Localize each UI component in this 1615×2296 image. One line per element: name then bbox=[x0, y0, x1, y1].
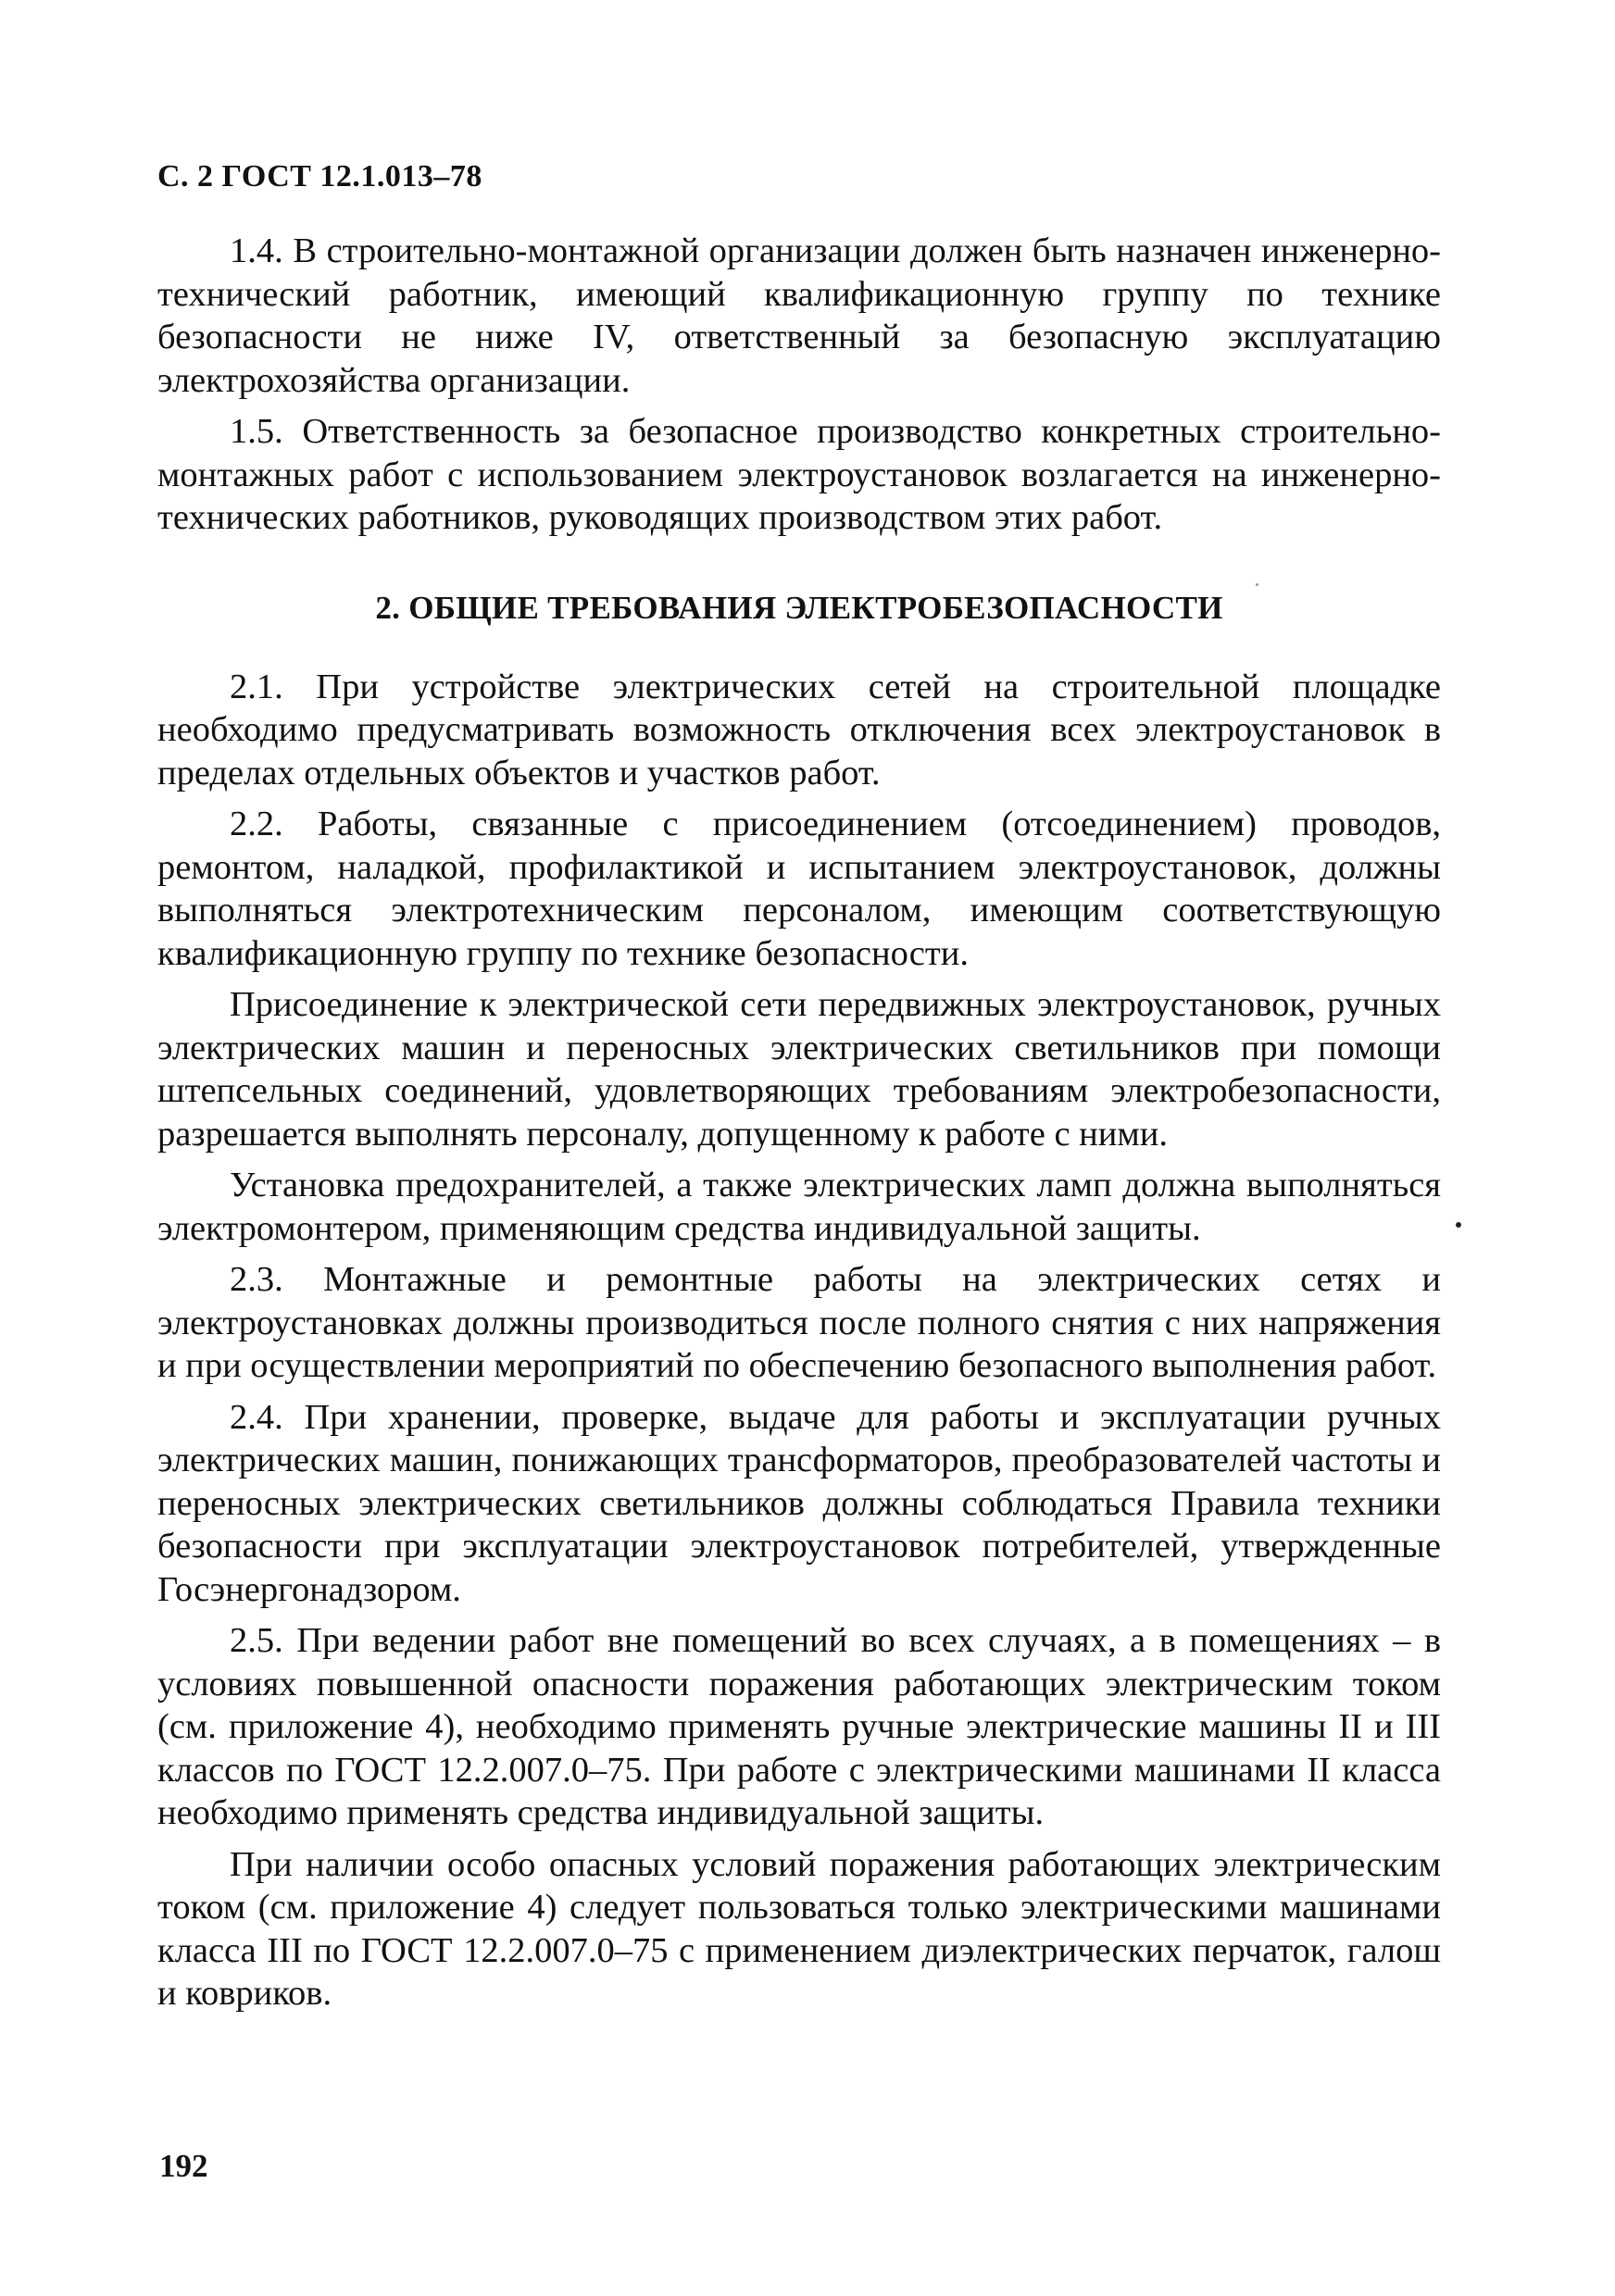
paragraph-2-4: 2.4. При хранении, проверке, выдаче для работы и эксплуатации ручных электрических машин, понижающих трансформаторов, преобразователей частоты и переносных электрических светильников должны соблюдаться Правила техники безопасности при эксплуатации электроустановок потребителей, утвержденные Госэнергонадзором. bbox=[157, 1397, 1441, 1609]
scan-speck bbox=[1456, 1222, 1461, 1228]
paragraph-2-3: 2.3. Монтажные и ремонтные работы на электрических сетях и электроустановках должны производиться после полного снятия с них напряжения и при осуществлении мероприятий по обеспечению безопасного выполнения работ. bbox=[157, 1260, 1441, 1385]
paragraph-2-2: 2.2. Работы, связанные с присоединением (отсоединением) проводов, ремонтом, наладкой, профилактикой и испытанием электроустановок, должны выполняться электротехническим персоналом, имеющим соответствующую квалификационную группу по технике безопасности. bbox=[157, 805, 1441, 973]
paragraph-2-5-special: При наличии особо опасных условий поражения работающих электрическим током (см. приложение 4) следует пользоваться только электрическими машинами класса III по ГОСТ 12.2.007.0–75 с применением диэлектрических перчаток, галош и ковриков. bbox=[157, 1844, 1441, 2013]
page-number: 192 bbox=[159, 2148, 208, 2184]
paragraph-2-1: 2.1. При устройстве электрических сетей на строительной площадке необходимо предусматривать возможность отключения всех электроустановок в пределах отдельных объектов и участков работ. bbox=[157, 667, 1441, 792]
paragraph-2-5: 2.5. При ведении работ вне помещений во всех случаях, а в помещениях – в условиях повышенной опасности поражения работающих электрическим током (см. приложение 4), необходимо применять ручные электрические машины II и III классов по ГОСТ 12.2.007.0–75. При работе с электрическими машинами II класса необходимо применять средства индивидуальной защиты. bbox=[157, 1621, 1441, 1832]
paragraph-1-4: 1.4. В строительно-монтажной организации должен быть назначен инженерно-технический работник, имеющий квалификационную группу по технике безопасности не ниже IV, ответственный за безопасную эксплуатацию электрохозяйства организации. bbox=[157, 231, 1441, 400]
section-title: 2. ОБЩИЕ ТРЕБОВАНИЯ ЭЛЕКТРОБЕЗОПАСНОСТИ bbox=[375, 589, 1223, 626]
document-body bbox=[157, 230, 1441, 2024]
page-header: С. 2 ГОСТ 12.1.013–78 bbox=[157, 159, 482, 193]
scan-speck bbox=[1256, 583, 1258, 586]
paragraph-1-5: 1.5. Ответственность за безопасное производство конкретных строительно-монтажных работ с использованием электроустановок возлагается на инженерно-технических работников, руководящих производством этих работ. bbox=[157, 412, 1441, 537]
paragraph-2-2-connection: Присоединение к электрической сети передвижных электроустановок, ручных электрических машин и переносных электрических светильников при помощи штепсельных соединений, удовлетворяющих требованиям электробезопасности, разрешается выполнять персоналу, допущенному к работе с ними. bbox=[157, 985, 1441, 1154]
paragraph-2-2-fuses: Установка предохранителей, а также электрических ламп должна выполняться электромонтером, применяющим средства индивидуальной защиты. bbox=[157, 1166, 1441, 1248]
